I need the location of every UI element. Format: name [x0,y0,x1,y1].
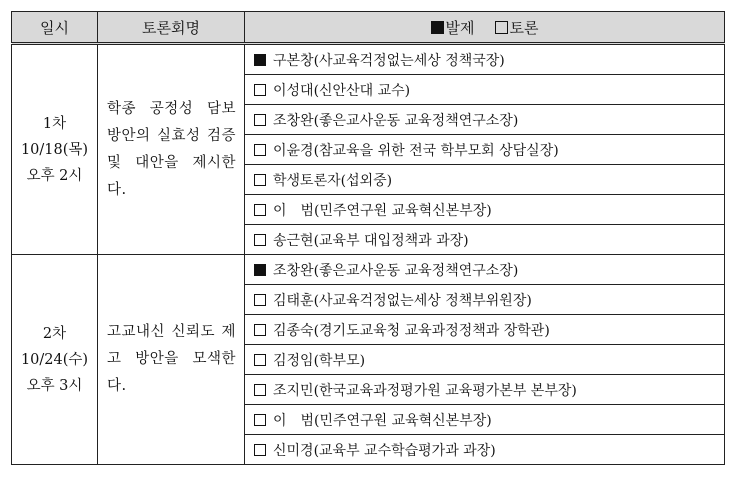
empty-square-icon [495,21,508,34]
participant-cell [245,135,725,165]
participant-name: 조창완(좋은교사운동 교육정책연구소장) [273,262,519,279]
participant-cell [245,195,725,225]
schedule-table-wrapper [11,11,725,465]
participant-name: 이 범(민주연구원 교육혁신본부장) [273,412,492,429]
participant-name: 김정임(학부모) [273,352,366,369]
empty-square-icon [254,144,266,156]
empty-square-icon [254,324,266,336]
participant-cell [245,285,725,315]
header-legend [245,12,725,44]
participant-name: 김종숙(경기도교육청 교육과정정책과 장학관) [273,322,550,339]
participant-cell [245,165,725,195]
filled-square-icon [254,54,266,66]
participant-name: 학생토론자(섭외중) [273,172,393,189]
forum-schedule-table [11,11,725,465]
participant-cell [245,435,725,465]
session-datetime [12,44,98,255]
participant-cell [245,315,725,345]
filled-square-icon [431,21,444,34]
legend-presenter: 발제 [445,18,475,37]
session-time: 오후 2시 [26,167,83,184]
participant-cell [245,105,725,135]
empty-square-icon [254,234,266,246]
participant-name: 신미경(교육부 교수학습평가과 과장) [273,442,496,459]
participant-name: 이성대(신안산대 교수) [273,82,411,99]
session-topic: 고교내신 신뢰도 제고 방안을 모색한다. [98,255,245,465]
participant-cell [245,255,725,285]
participant-cell [245,75,725,105]
session-round: 2차 [42,325,67,342]
legend-discussant: 토론 [509,18,539,37]
session-datetime [12,255,98,465]
participant-name: 이윤경(참교육을 위한 전국 학부모회 상담실장) [273,142,559,159]
participant-name: 이 범(민주연구원 교육혁신본부장) [273,202,492,219]
session-time: 오후 3시 [26,377,83,394]
participant-cell [245,375,725,405]
participant-name: 조창완(좋은교사운동 교육정책연구소장) [273,112,519,129]
session-topic: 학종 공정성 담보 방안의 실효성 검증 및 대안을 제시한다. [98,44,245,255]
empty-square-icon [254,414,266,426]
participant-cell [245,345,725,375]
participant-name: 조지민(한국교육과정평가원 교육평가본부 본부장) [273,382,577,399]
participant-cell [245,405,725,435]
table-body [12,44,725,465]
session-round: 1차 [42,115,67,132]
empty-square-icon [254,444,266,456]
empty-square-icon [254,114,266,126]
participant-name: 구본창(사교육걱정없는세상 정책국장) [273,52,505,69]
filled-square-icon [254,264,266,276]
empty-square-icon [254,354,266,366]
participant-cell [245,225,725,255]
empty-square-icon [254,204,266,216]
participant-name: 송근현(교육부 대입정책과 과장) [273,232,469,249]
empty-square-icon [254,84,266,96]
empty-square-icon [254,384,266,396]
header-when: 일시 [12,12,98,44]
header-topic: 토론회명 [98,12,245,44]
empty-square-icon [254,174,266,186]
table-row [12,44,725,75]
participant-cell [245,44,725,75]
participant-name: 김태훈(사교육걱정없는세상 정책부위원장) [273,292,532,309]
header-row [12,12,725,44]
session-date: 10/24(수) [20,351,89,368]
session-date: 10/18(목) [20,141,89,158]
empty-square-icon [254,294,266,306]
table-row [12,255,725,285]
